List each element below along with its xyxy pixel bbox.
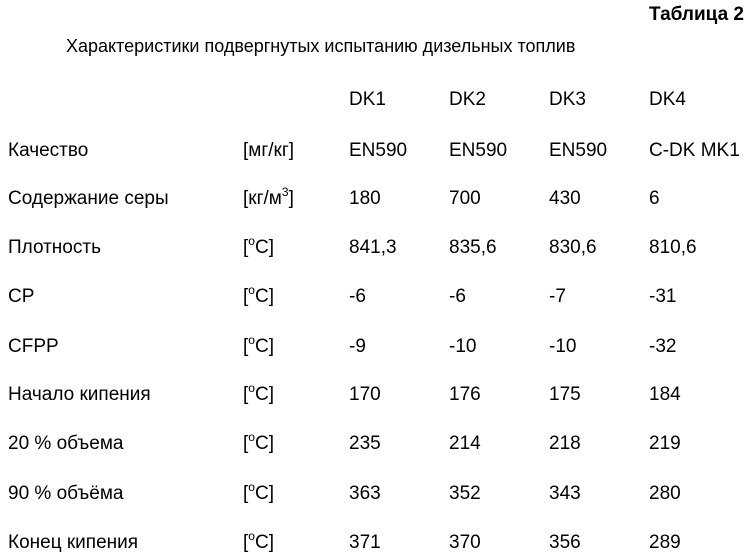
table-cell: 184 xyxy=(649,384,681,405)
row-unit: [$^o$C] xyxy=(243,479,274,504)
row-unit: [$^o$C] xyxy=(243,282,274,307)
row-unit: [мг/кг] xyxy=(243,140,295,161)
column-header-dk2: DK2 xyxy=(449,89,486,110)
table-cell: -6 xyxy=(449,286,466,307)
row-unit: [$^o$C] xyxy=(243,233,274,258)
table-cell: EN590 xyxy=(449,140,508,161)
row-unit: [$^o$C] xyxy=(243,332,274,357)
table-cell: 170 xyxy=(349,384,381,405)
table-cell: EN590 xyxy=(349,140,408,161)
table-cell: 219 xyxy=(649,433,681,454)
column-header-dk4: DK4 xyxy=(649,89,686,110)
table-cell: 835,6 xyxy=(449,237,497,258)
row-label: Плотность xyxy=(8,237,101,258)
table-cell: 352 xyxy=(449,483,481,504)
table-number: Таблица 2 xyxy=(648,4,744,25)
column-header-dk3: DK3 xyxy=(549,89,586,110)
table-cell: -9 xyxy=(349,336,366,357)
table-cell: 810,6 xyxy=(649,237,697,258)
table-cell: 235 xyxy=(349,433,381,454)
table-cell: -10 xyxy=(549,336,577,357)
row-label: 20 % объема xyxy=(8,433,124,454)
table-cell: 356 xyxy=(549,532,581,553)
table-cell: 370 xyxy=(449,532,481,553)
table-cell: 430 xyxy=(549,188,581,209)
row-label: CFPP xyxy=(8,336,59,357)
row-label: Конец кипения xyxy=(8,532,139,553)
table-cell: -7 xyxy=(549,286,566,307)
row-label: Начало кипения xyxy=(8,384,151,405)
table-cell: C-DK MK1 xyxy=(649,140,740,161)
table-cell: 371 xyxy=(349,532,381,553)
table-cell: 6 xyxy=(649,188,660,209)
table-cell: 280 xyxy=(649,483,681,504)
row-label: Качество xyxy=(8,140,89,161)
table-cell: -10 xyxy=(449,336,477,357)
table-cell: 214 xyxy=(449,433,481,454)
table-cell: 289 xyxy=(649,532,681,553)
row-unit: [$^o$C] xyxy=(243,429,274,454)
table-cell: 343 xyxy=(549,483,581,504)
column-header-dk1: DK1 xyxy=(349,89,386,110)
table-cell: 175 xyxy=(549,384,581,405)
row-label: Содержание серы xyxy=(8,188,169,209)
table-cell: 218 xyxy=(549,433,581,454)
table-cell: 176 xyxy=(449,384,481,405)
table-cell: -31 xyxy=(649,286,677,307)
table-caption: Характеристики подвергнутых испытанию дизельных топлив xyxy=(66,36,576,56)
table-cell: -6 xyxy=(349,286,366,307)
table-cell: 180 xyxy=(349,188,381,209)
table-cell: EN590 xyxy=(549,140,608,161)
table-cell: 363 xyxy=(349,483,381,504)
table-cell: -32 xyxy=(649,336,677,357)
row-unit: [$^o$C] xyxy=(243,528,274,553)
table-cell: 841,3 xyxy=(349,237,397,258)
row-unit: [$^o$C] xyxy=(243,380,274,405)
table-cell: 700 xyxy=(449,188,481,209)
table-cell: 830,6 xyxy=(549,237,597,258)
row-label: 90 % объёма xyxy=(8,483,124,504)
row-unit: $[кг/м^3]$ xyxy=(243,184,294,209)
row-label: CP xyxy=(8,286,35,307)
